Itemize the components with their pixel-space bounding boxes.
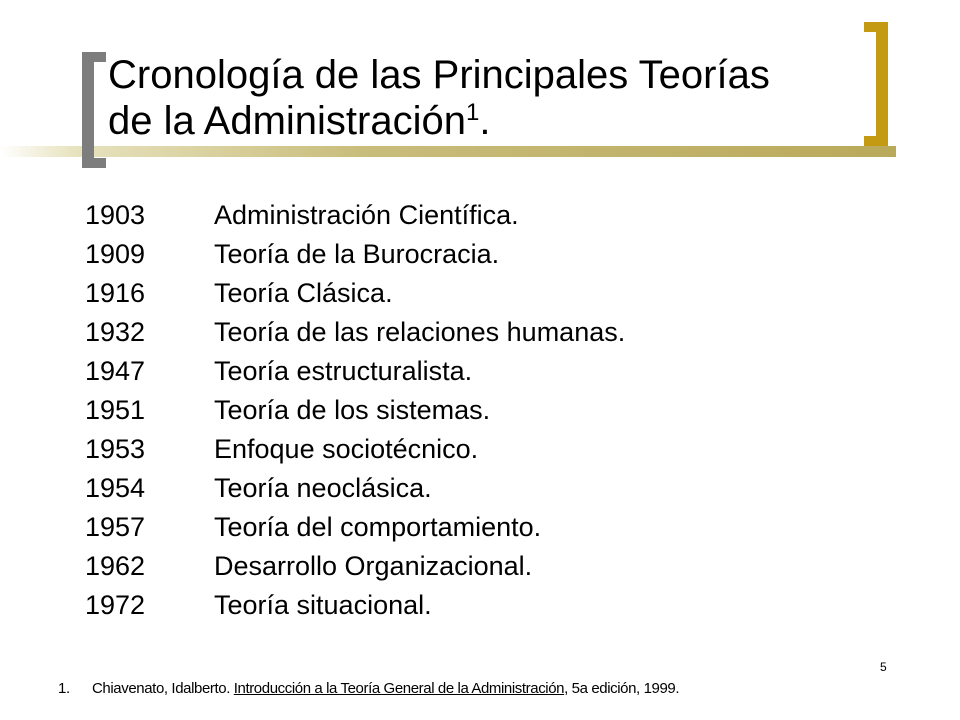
left-bracket <box>82 52 94 168</box>
timeline-year: 1953 <box>85 434 146 464</box>
timeline-item <box>85 235 625 274</box>
right-bracket <box>876 22 888 146</box>
timeline-year: 1954 <box>85 473 146 503</box>
left-bracket-top <box>82 52 106 62</box>
slide-title <box>108 52 868 144</box>
timeline-theory: Teoría de las relaciones humanas. <box>214 317 626 347</box>
timeline-theory: Teoría estructuralista. <box>214 356 473 386</box>
title-line-1: Cronología de las Principales Teorías <box>108 53 770 97</box>
timeline-year: 1951 <box>85 395 146 425</box>
timeline-theory: Teoría neoclásica. <box>214 473 432 503</box>
timeline-year: 1932 <box>85 317 146 347</box>
title-rule <box>0 146 896 157</box>
timeline-year: 1972 <box>85 590 146 620</box>
footnote-edition: , 5a edición, 1999. <box>564 680 680 697</box>
timeline-year: 1909 <box>85 239 146 269</box>
footnote-author: Chiavenato, Idalberto. <box>92 680 234 697</box>
timeline-year: 1947 <box>85 356 146 386</box>
timeline-theory: Teoría del comportamiento. <box>214 512 542 542</box>
timeline-item <box>85 508 625 547</box>
timeline-item <box>85 469 625 508</box>
timeline-item <box>85 547 625 586</box>
timeline-theory: Teoría Clásica. <box>214 278 393 308</box>
timeline-year: 1957 <box>85 512 146 542</box>
title-footnote-ref: 1 <box>465 99 480 126</box>
timeline-item <box>85 391 625 430</box>
footnote <box>58 680 679 697</box>
timeline-theory: Teoría de la Burocracia. <box>214 239 500 269</box>
footnote-number: 1. <box>58 680 70 697</box>
timeline-item <box>85 586 625 625</box>
timeline-year: 1916 <box>85 278 146 308</box>
title-period: . <box>479 99 491 143</box>
timeline-item <box>85 430 625 469</box>
timeline-year: 1962 <box>85 551 146 581</box>
timeline-year: 1903 <box>85 200 146 230</box>
timeline-item <box>85 313 625 352</box>
timeline-theory: Enfoque sociotécnico. <box>214 434 479 464</box>
right-bracket-top <box>864 22 888 32</box>
timeline-theory: Desarrollo Organizacional. <box>214 551 533 581</box>
timeline-item <box>85 196 625 235</box>
timeline-theory: Teoría de los sistemas. <box>214 395 491 425</box>
timeline-item <box>85 352 625 391</box>
footnote-book-title: Introducción a la Teoría General de la Administración <box>233 680 565 697</box>
timeline-item <box>85 274 625 313</box>
theory-timeline <box>85 196 625 625</box>
timeline-theory: Administración Científica. <box>214 200 519 230</box>
left-bracket-bottom <box>82 158 106 168</box>
timeline-theory: Teoría situacional. <box>214 590 432 620</box>
title-line-2: de la Administración <box>108 99 466 143</box>
page-number: 5 <box>880 660 887 674</box>
